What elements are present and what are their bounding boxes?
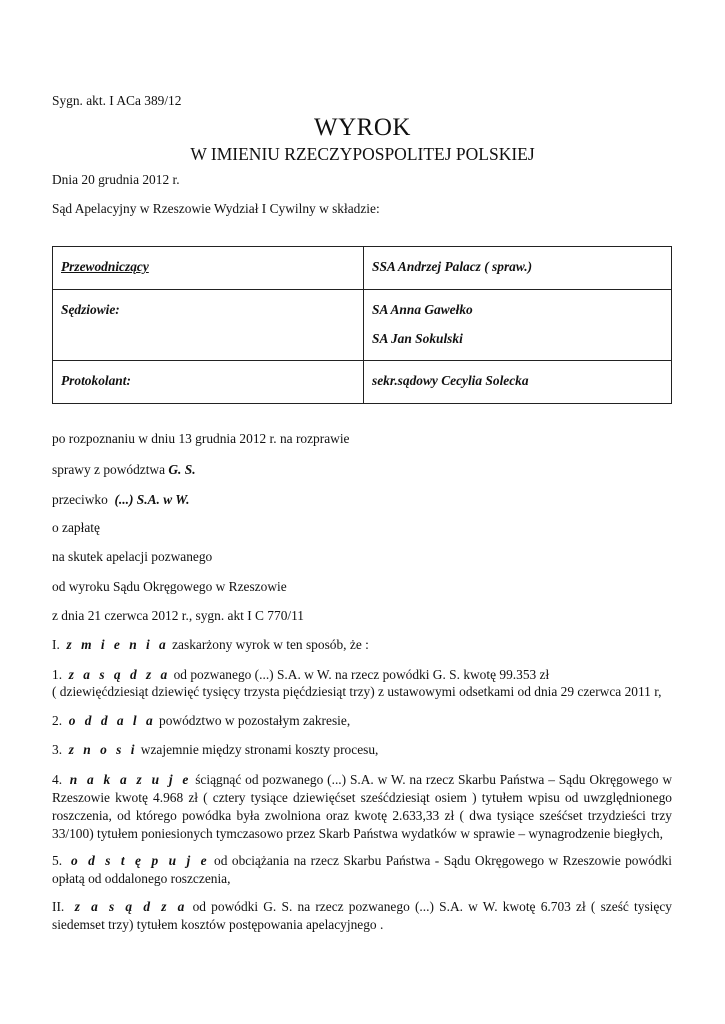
plaintiff-line: sprawy z powództwa G. S.	[52, 462, 196, 477]
subject-line: o zapłatę	[52, 520, 100, 535]
judge-1: SA Anna Gawełko	[372, 302, 473, 317]
table-row	[53, 247, 672, 290]
clerk-name: sekr.sądowy Cecylia Solecka	[372, 373, 529, 388]
document-title: WYROK	[314, 114, 411, 141]
ruling-keyword: o d s t ę p u j e	[70, 853, 210, 868]
chair-name: SSA Andrzej Palacz ( spraw.)	[372, 259, 533, 274]
case-number: Sygn. akt. I ACa 389/12	[52, 93, 182, 108]
table-row	[53, 290, 672, 361]
ruling-point-1-cont: ( dziewięćdziesiąt dziewięć tysięcy trzysta pięćdziesiąt trzy) z ustawowymi odsetkami od dnia 29 czerwca 2011 r,	[52, 684, 662, 699]
ruling-keyword: n a k a z u j e	[69, 772, 192, 787]
judgment-date: Dnia 20 grudnia 2012 r.	[52, 172, 180, 187]
ruling-point-ii: II. z a s ą d z a od powódki G. S. na rzecz pozwanego (...) S.A. w W. kwotę 6.703 zł ( sześć tysięcy siedemset trzy) tytułem kosztów postępowania apelacyjnego .	[52, 899, 672, 932]
defendant-line: przeciwko (...) S.A. w W.	[52, 492, 190, 507]
document-subtitle: W IMIENIU RZECZYPOSPOLITEJ POLSKIEJ	[190, 144, 535, 164]
court-name: Sąd Apelacyjny w Rzeszowie Wydział I Cywilny w składzie:	[52, 201, 380, 216]
judge-2: SA Jan Sokulski	[372, 331, 463, 346]
clerk-label: Protokolant:	[61, 373, 131, 388]
ruling-point-i: I. z m i e n i a zaskarżony wyrok w ten sposób, że :	[52, 637, 369, 652]
ruling-point-3: 3. z n o s i wzajemnie między stronami koszty procesu,	[52, 742, 379, 757]
court-composition-table	[52, 246, 672, 404]
table-row	[53, 361, 672, 404]
judges-label: Sędziowie:	[61, 302, 120, 317]
lower-court-line: od wyroku Sądu Okręgowego w Rzeszowie	[52, 579, 287, 594]
ruling-point-5: 5. o d s t ę p u j e od obciążania na rzecz Skarbu Państwa - Sądu Okręgowego w Rzeszowie powódki opłatą od oddalonego roszczenia,	[52, 853, 672, 886]
hearing-line: po rozpoznaniu w dniu 13 grudnia 2012 r. na rozprawie	[52, 431, 350, 446]
chair-label: Przewodniczący	[61, 259, 149, 274]
plaintiff-name: G. S.	[168, 462, 196, 477]
ruling-keyword: z a s ą d z a	[68, 667, 171, 682]
ruling-point-2: 2. o d d a l a powództwo w pozostałym zakresie,	[52, 713, 351, 728]
defendant-name: (...) S.A. w W.	[114, 492, 190, 507]
ruling-keyword: z m i e n i a	[66, 637, 169, 652]
ruling-keyword: z n o s i	[68, 742, 138, 757]
ruling-point-4: 4. n a k a z u j e ściągnąć od pozwanego (...) S.A. w W. na rzecz Skarbu Państwa – Sądu Okręgowego w Rzeszowie kwotę 4.968 zł ( cztery tysiące dziewięćset sześćdziesiąt osiem ) tytułem wpisu od uwzględnionego roszczenia, od którego powódka była zwolniona oraz kwotę 2.633,33 zł ( dwa tysiące sześćset trzydzieści trzy 33/100) tytułem poniesionych tymczasowo przez Skarb Państwa wydatków w sprawie – wynagrodzenie biegłych,	[52, 772, 672, 841]
ruling-point-1: 1. z a s ą d z a od pozwanego (...) S.A. w W. na rzecz powódki G. S. kwotę 99.353 zł	[52, 667, 550, 682]
ruling-keyword: z a s ą d z a	[74, 899, 188, 914]
appeal-line: na skutek apelacji pozwanego	[52, 549, 213, 564]
lower-court-date-line: z dnia 21 czerwca 2012 r., sygn. akt I C 770/11	[52, 608, 305, 623]
ruling-keyword: o d d a l a	[68, 713, 156, 728]
